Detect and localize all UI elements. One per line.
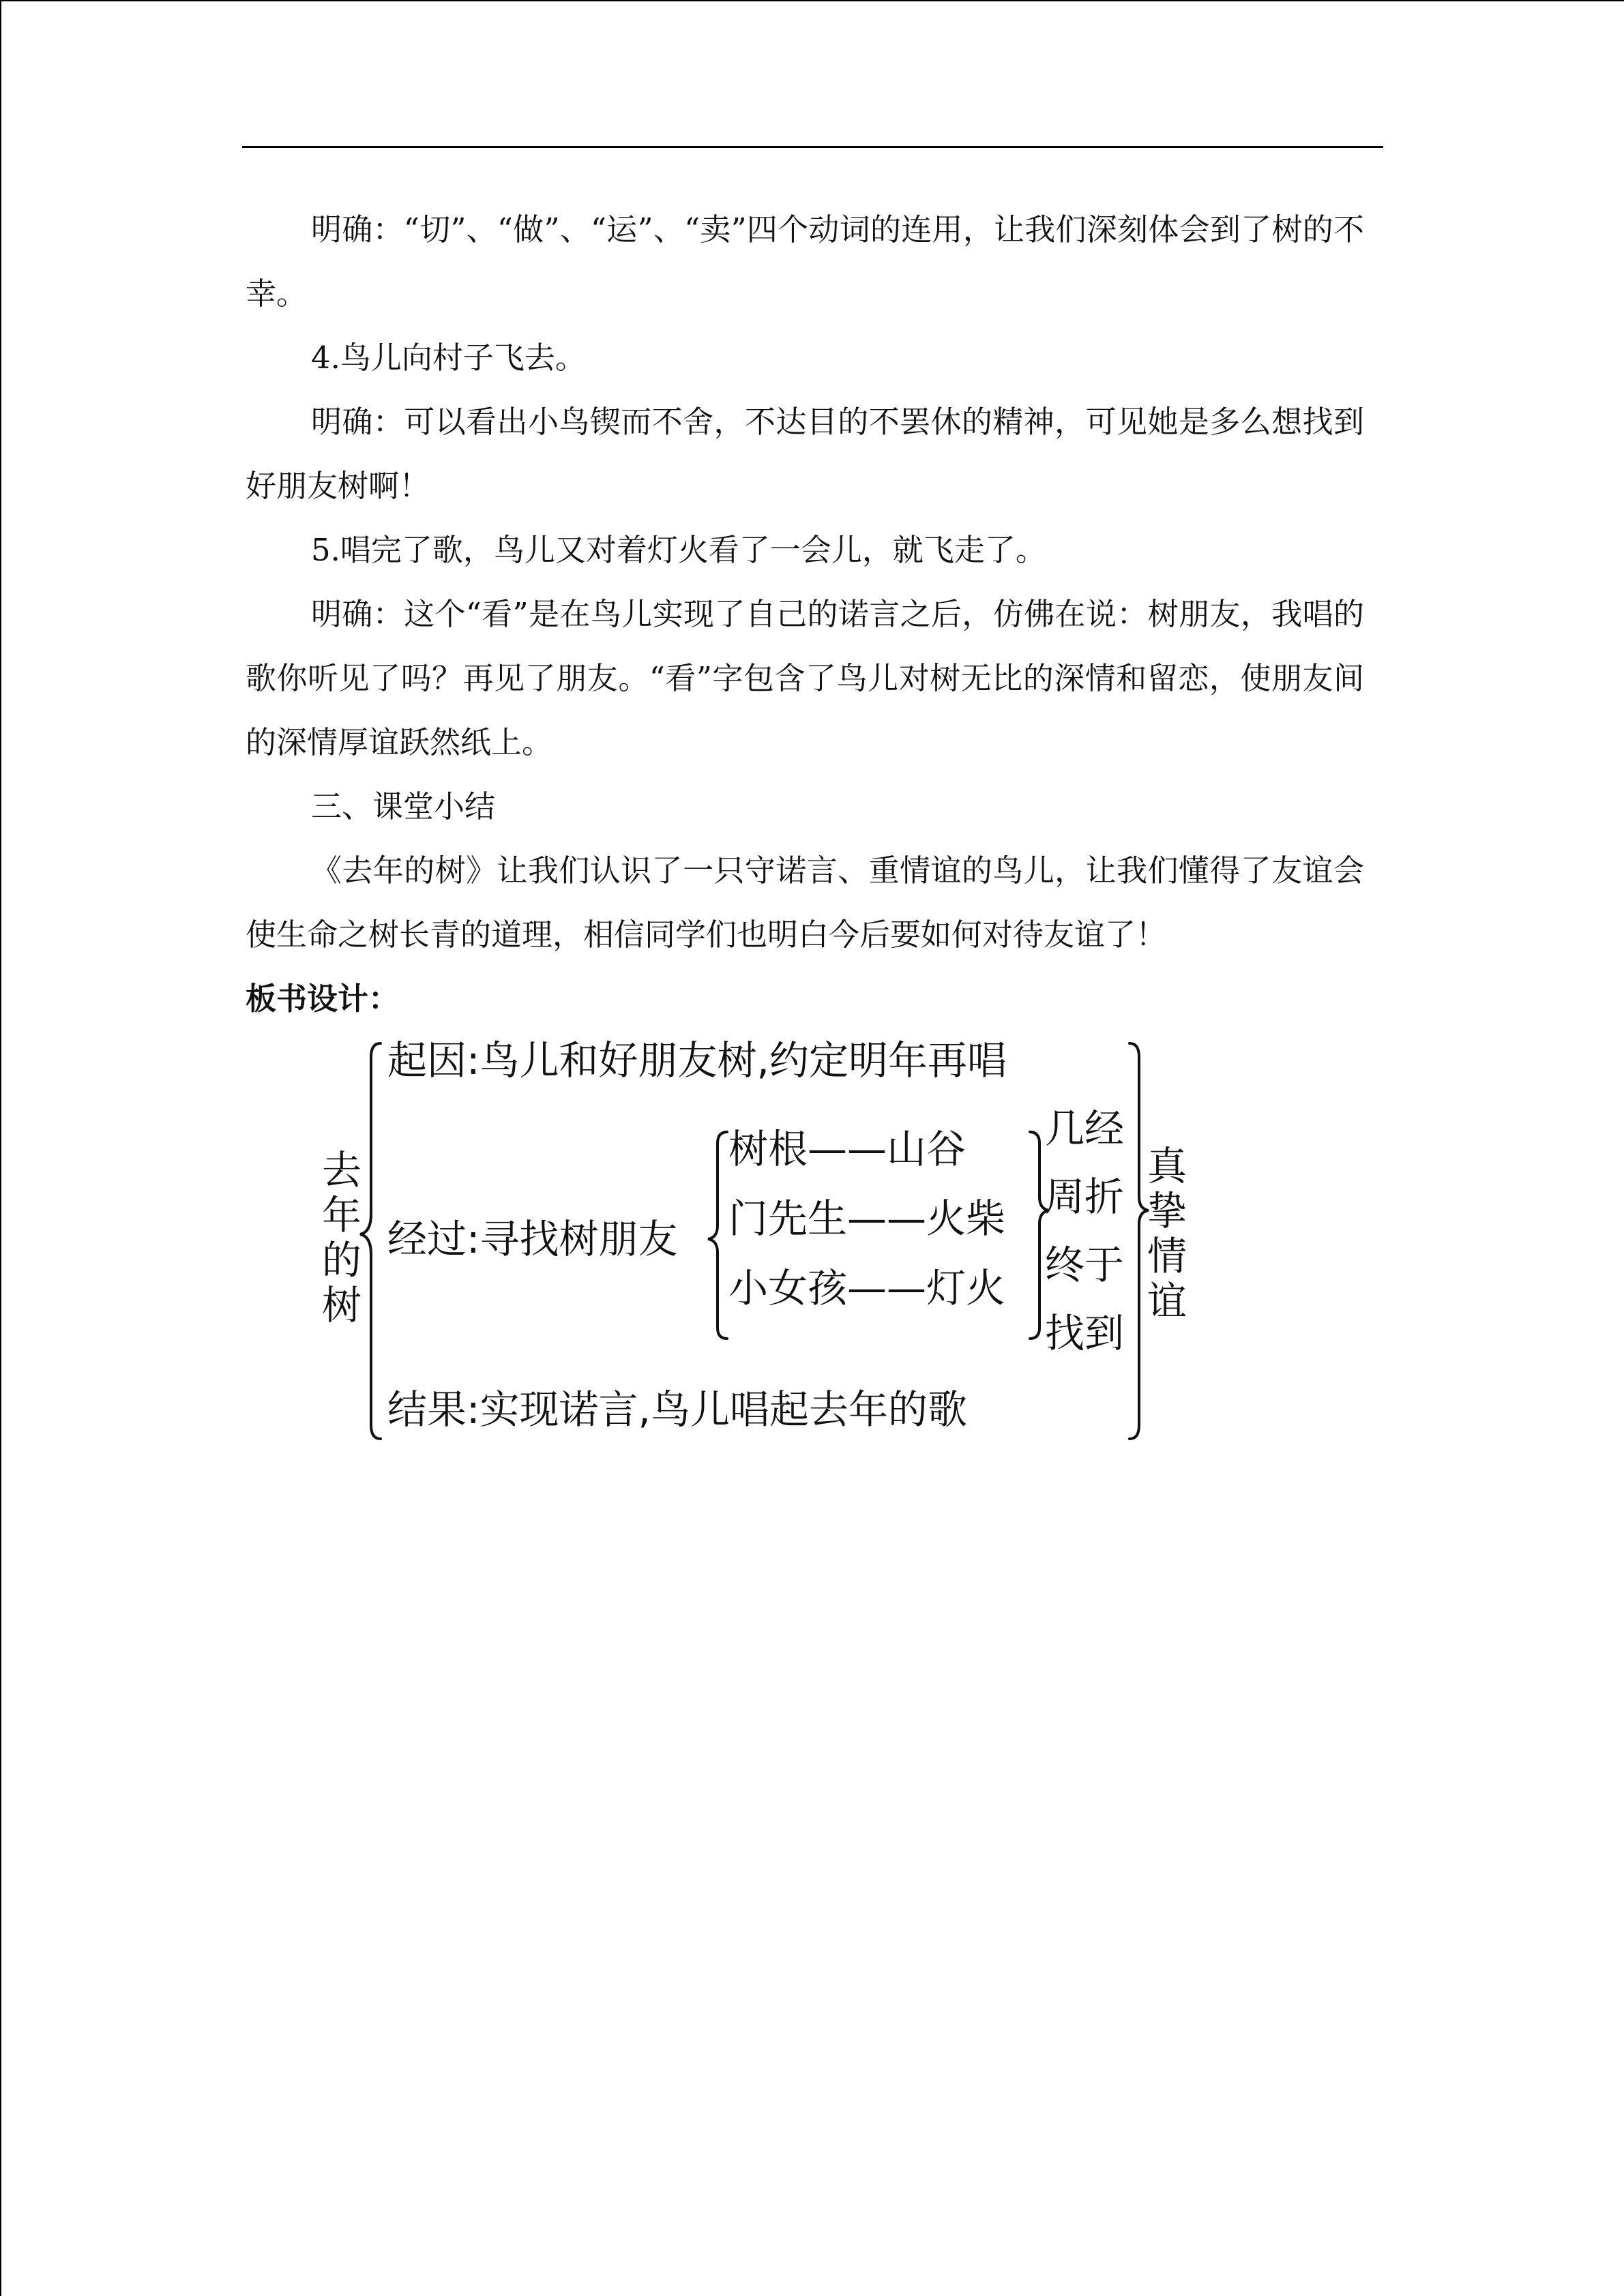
paragraph-5: 明确：这个“看”是在鸟儿实现了自己的诺言之后，仿佛在说：树朋友，我唱的歌你听见了吗？再见了朋友。“看”字包含了鸟儿对树无比的深情和留恋，使朋友间的深情厚谊跃然纸上。: [246, 596, 1364, 760]
board-title: 去年的树: [321, 1147, 361, 1328]
board-design-diagram: [300, 1026, 1228, 1449]
paragraph-4: 5.唱完了歌，鸟儿又对着灯火看了一会儿，就飞走了。: [311, 532, 1046, 568]
steps-right-brace: [1030, 1132, 1049, 1339]
search-step-1: 树根——山谷: [728, 1126, 966, 1172]
board-theme: 真挚情谊: [1147, 1143, 1187, 1324]
board-cause: 起因:鸟儿和好朋友树,约定明年再唱: [387, 1037, 1007, 1084]
board-result: 结果:实现诺言,鸟儿唱起去年的歌: [387, 1386, 967, 1433]
paragraph-3: 明确：可以看出小鸟锲而不舍，不达目的不罢休的精神，可见她是多么想找到好朋友树啊！: [246, 404, 1364, 504]
paragraph-7: 《去年的树》让我们认识了一只守诺言、重情谊的鸟儿，让我们懂得了友谊会使生命之树长青的道理，相信同学们也明白今后要如何对待友谊了！: [246, 852, 1364, 953]
paragraph-6: 三、课堂小结: [311, 788, 496, 824]
twist-line-1: 几经: [1045, 1105, 1125, 1152]
steps-left-brace: [708, 1132, 727, 1339]
search-step-3: 小女孩——灯火: [728, 1265, 1006, 1311]
board-process-label: 经过:寻找树朋友: [387, 1216, 678, 1262]
twist-line-3: 终于: [1045, 1242, 1125, 1288]
paragraph-1: 明确：“切”、“做”、“运”、“卖”四个动词的连用，让我们深刻体会到了树的不幸。: [246, 211, 1364, 312]
search-step-2: 门先生——火柴: [728, 1195, 1006, 1242]
paragraph-2: 4.鸟儿向村子飞去。: [311, 340, 586, 376]
header-rule: [242, 146, 1383, 148]
board-heading: 板书设计：: [246, 981, 400, 1017]
twist-line-2: 周折: [1045, 1174, 1125, 1220]
twist-line-4: 找到: [1045, 1310, 1125, 1356]
